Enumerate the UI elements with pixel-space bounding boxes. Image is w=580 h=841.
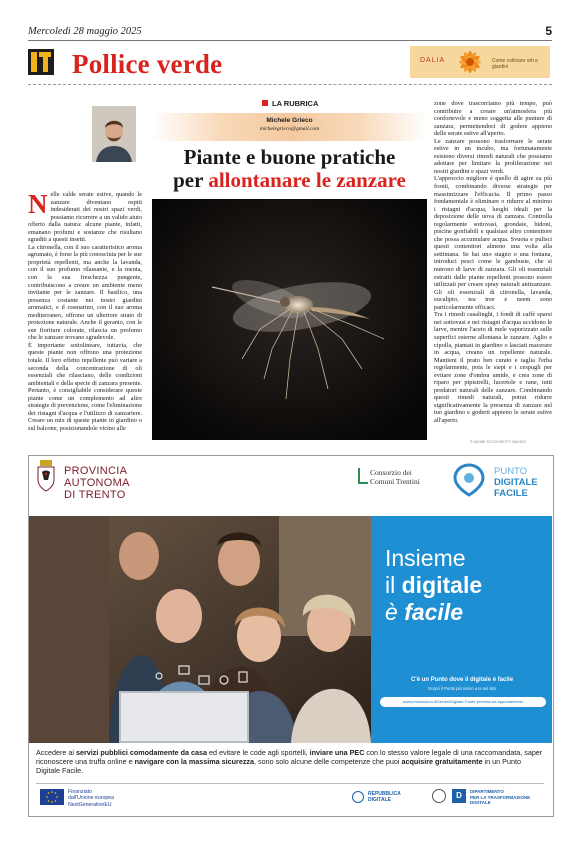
dalia-brand: DALIA <box>420 57 446 64</box>
article-column-1 <box>28 191 142 444</box>
title-line-1: Piante e buone pratiche <box>183 145 396 169</box>
article-column-3 <box>434 100 552 440</box>
repubblica-digitale-icon <box>352 791 364 803</box>
ad-cta: C'è un Punto dove il digitale è facile <box>410 677 514 683</box>
paragraph: Tra i rimedi casalinghi, i fondi di caffè sparsi nei sottovasi e nei ristagni d'acqua uccidono le larve, mentre l'aceto di mele vaporizzato sulle superfici esterne allontana le zanzare. Aglio e cipolla, piantati in giardino o lasciati macerare in acqua, creano un repellente naturale. Mantieni il prato ben curato e taglia l'erba regolarmente, pota le siepi e i cespugli per evitare zone d'ombra umide, e crea zone di riparo per pipistrelli, lucertole e rane, tutti predatori naturali delle zanzare. Combinando questi rimedi naturali, potrai ridurre significativamente la presenza di zanzare nel tuo giardino e goderti appieno le serate estive all'aperto. <box>434 311 552 424</box>
consorzio-name: Consorzio dei Comuni Trentini <box>370 468 420 486</box>
paragraph: zone dove trascorriamo più tempo, può contribuire a creare un'atmosfera più confortevole e meno soggetta alle punture di zanzara, permettendoci di godere appieno delle serate estive all'aperto. <box>434 100 552 138</box>
section-separator <box>28 84 552 85</box>
article-title <box>152 146 427 192</box>
newspaper-logo-icon <box>28 49 54 75</box>
repubblica-digitale-label: REPUBBLICA DIGITALE <box>368 791 401 803</box>
header-rule <box>28 40 552 41</box>
paragraph: La citronella, con il suo caratteristico aroma agrumato, è forse la più conosciuta per le sue proprietà repellenti, ma anche la lavanda, con il suo profumo rilassante, e la menta, con la sua freschezza pungente, contribuiscono a creare un ambiente meno invitante per le zanzare. Il basilico, una presenza costante nei nostri giardini aromatici, e il rosmarino, con il suo aroma mediterraneo, offrono un ulteriore strato di protezione naturale. Anche il geranio, con le sue fioriture colorate, rilascia un profumo che le zanzare trovano sgradevole. <box>28 243 142 342</box>
page-number: 5 <box>545 24 552 38</box>
drop-cap: N <box>28 191 48 219</box>
ad-cta-sub: Scopri il Punto più vicino a te sul sito <box>428 686 496 691</box>
ad-headline: Insieme il digitale è facile <box>385 545 483 625</box>
eu-flag-icon <box>40 789 64 805</box>
italian-emblem-icon <box>432 789 446 803</box>
photo-credit: © ADOBE STOCK/GETTY IMAGES <box>470 440 526 444</box>
paragraph: L'approccio migliore è quello di agire su più fronti, combinando diverse strategie per massimizzare l'efficacia. Il primo passo fondamentale è eliminare o ridurre al minimo i ristagni d'acqua, luoghi ideali per la deposizione delle uova di zanzara. Controlla regolarmente sottovasi, grondaie, bidoni, piscine gonfiabili e qualsiasi altro contenitore che possa accumulare acqua. Svuota e pulisci questi contenitori almeno una volta alla settimana. Se hai uno stagno o una fontana, introduci pesci come le gambusie, che si nutrono di larve di zanzara. Gli oli essenziali estratti dalle piante repellenti possono essere utilizzati per creare spray naturali antizanzare. Gli oli essenziali di citronella, lavanda, eucalipto, tea tree e neem sono particolarmente efficaci. <box>434 175 552 311</box>
dipartimento-logo-icon: D <box>452 789 466 803</box>
province-name: PROVINCIA AUTONOMA DI TRENTO <box>64 465 130 501</box>
dalia-banner[interactable] <box>410 46 550 78</box>
rubric-text: LA RUBRICA <box>272 99 319 108</box>
consorzio-logo-icon <box>358 468 368 484</box>
paragraph: Le zanzare possono trasformare le serate estive in un incubo, ma fortunatamente esistono diversi rimedi naturali che possiamo adottare per limitare la proliferazione nei nostri giardini e spazi verdi. <box>434 137 552 175</box>
rubric-square-icon <box>262 100 268 106</box>
section-title: Pollice verde <box>72 49 223 79</box>
title-line-2: per allontanare le zanzare <box>173 168 406 192</box>
issue-date: Mercoledì 28 maggio 2025 <box>28 26 142 37</box>
title-highlight: allontanare le zanzare <box>208 168 406 192</box>
dahlia-flower-icon <box>456 48 484 76</box>
author-email[interactable]: michelegrieco@gmail.com <box>259 126 320 132</box>
dalia-tagline: Come coltivare orti e giardini <box>492 58 538 70</box>
paragraph: elle calde serate estive, quando le zanzare diventano ospiti indesiderati dei nostri spazi verdi, possiamo ricorrere a un valido aiuto offerto dalla natura: alcune piante, infatti, emanano profumi e sostanze che risultano sgraditi a questi insetti. <box>28 191 142 244</box>
ad-body-text: Accedere ai servizi pubblici comodamente da casa ed evitare le code agli sportelli, inviare una PEC con lo stesso valore legale di una raccomandata, saper riconoscere una truffa online e navigare con la massima sicurezza, sono solo alcune delle competenze che puoi acquisire gratuitamente in un Punto Digitale Facile. <box>36 748 543 776</box>
paragraph: È importante sottolineare, tuttavia, che queste piante non offrono una protezione totale. Il loro effetto repellente può variare a seconda della concentrazione di oli essenziali che rilasciano, delle condizioni ambientali e della specie di zanzara presente. Pertanto, è consigliabile considerare queste piante come un complemento ad altre strategie di prevenzione, come l'eliminazione dei ristagni d'acqua e l'utilizzo di zanzariere. Creare un mix di queste piante in giardino o sul balcone, posizionandole vicino alle <box>28 341 142 432</box>
mosquito-photo <box>152 199 427 440</box>
province-coat-of-arms-icon <box>36 460 56 492</box>
rubric-label <box>262 99 318 108</box>
ad-footer-rule <box>36 783 544 784</box>
author-photo <box>92 106 136 162</box>
dipartimento-label: DIPARTIMENTO PER LA TRASFORMAZIONE DIGITALE <box>470 789 531 805</box>
author-name: Michele Grieco <box>266 117 313 124</box>
ad-group-photo <box>29 516 371 743</box>
punto-digitale-logo: PUNTO DIGITALE FACILE <box>494 466 538 499</box>
punto-digitale-pin-icon <box>452 463 486 497</box>
eu-funding-label: Finanziato dall'Unione europea NextGenerationEU <box>68 789 114 808</box>
ad-url-link[interactable]: www.provincia.tn.it/Servizi/Digitale-Facile-prenota-un-appuntamento <box>402 699 524 704</box>
